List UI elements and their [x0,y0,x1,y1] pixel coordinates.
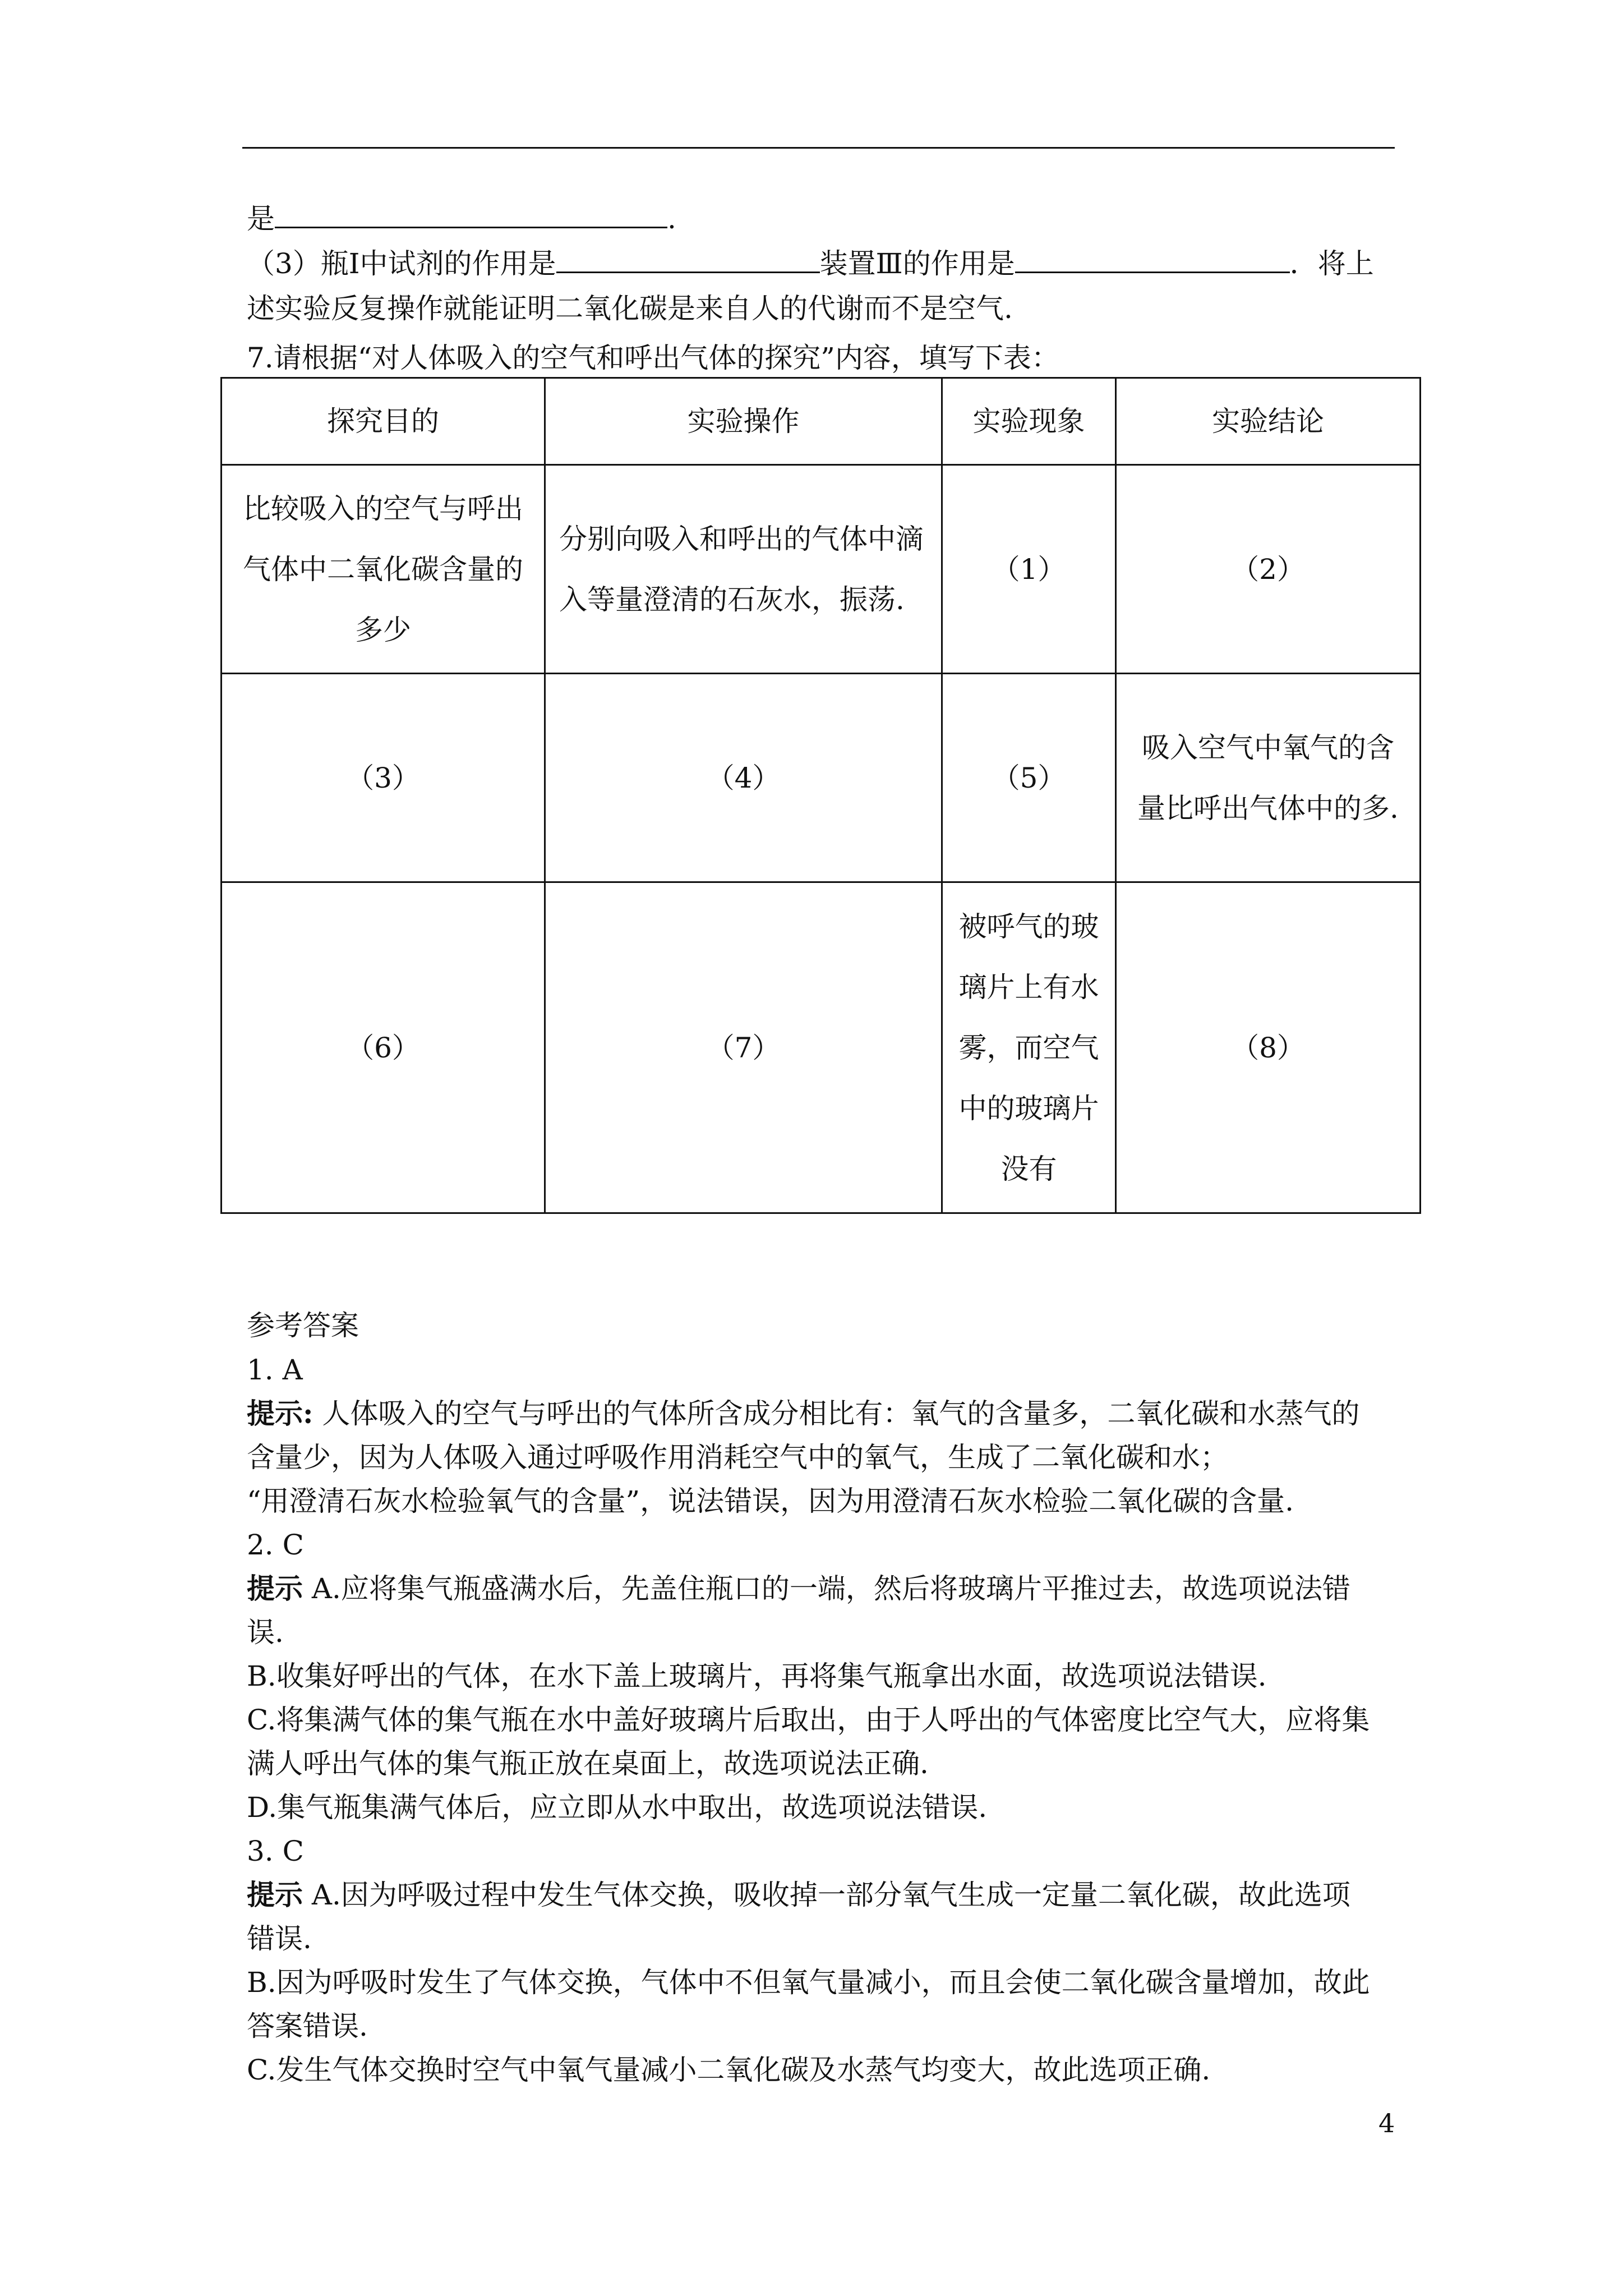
q6-line2-part2: 装置Ⅲ的作用是 [819,247,1015,280]
table-cell: 比较吸入的空气与呼出气体中二氧化碳含量的多少 [222,465,545,674]
hint-label: 提示 [247,1878,303,1911]
table-cell: （4） [545,674,942,882]
q6-line-3: 述实验反复操作就能证明二氧化碳是来自人的代谢而不是空气. [247,292,1013,325]
table-cell: （1） [942,465,1116,674]
answer-2-line: C.将集满气体的集气瓶在水中盖好玻璃片后取出，由于人呼出的气体密度比空气大，应将集 [247,1704,1370,1736]
hint-text: A.应将集气瓶盛满水后，先盖住瓶口的一端，然后将玻璃片平推过去，故选项说法错 [303,1572,1350,1605]
answer-3-line: B.因为呼吸时发生了气体交换，气体中不但氧气量减小，而且会使二氧化碳含量增加，故此 [247,1966,1370,1999]
table-cell: 被呼气的玻璃片上有水雾，而空气中的玻璃片没有 [942,882,1116,1213]
answer-3-hint-line [247,1878,1350,1912]
table-header-cell: 实验现象 [942,378,1116,465]
answers-heading: 参考答案 [247,1309,359,1342]
hint-text: 人体吸入的空气与呼出的气体所含成分相比有：氧气的含量多，二氧化碳和水蒸气的 [313,1397,1360,1430]
table-row [222,465,1421,674]
answer-blank[interactable] [556,247,820,273]
answer-3: 3. C [247,1835,304,1867]
table-header-cell: 实验操作 [545,378,942,465]
answer-2-hint-line [247,1572,1350,1605]
q6-line1-suffix: . [667,203,676,235]
hint-label: 提示 [247,1572,303,1605]
q6-line-1 [247,202,676,236]
answer-3-line: 答案错误. [247,2010,368,2042]
answer-2-line: B.收集好呼出的气体，在水下盖上玻璃片，再将集气瓶拿出水面，故选项说法错误. [247,1660,1267,1692]
answer-1-hint-line [247,1397,1359,1430]
hint-label: 提示: [247,1397,313,1430]
answer-2-line: 满人呼出气体的集气瓶正放在桌面上，故选项说法正确. [247,1747,929,1780]
answer-1: 1. A [247,1354,303,1386]
answer-2-line: D.集气瓶集满气体后，应立即从水中取出，故选项说法错误. [247,1791,988,1824]
table-cell: （8） [1116,882,1421,1213]
q6-line2-part3: ．将上 [1289,247,1374,280]
q7-table [220,377,1421,1214]
answer-blank[interactable] [275,202,667,228]
table-cell: 吸入空气中氧气的含量比呼出气体中的多. [1116,674,1421,882]
answer-3-line: C.发生气体交换时空气中氧气量减小二氧化碳及水蒸气均变大，故此选项正确. [247,2054,1211,2086]
hint-text: A.因为呼吸过程中发生气体交换，吸收掉一部分氧气生成一定量二氧化碳，故此选项 [303,1879,1350,1911]
answer-2: 2. C [247,1529,304,1561]
q6-line2-part1: （3）瓶Ⅰ中试剂的作用是 [247,247,556,280]
table-cell: 分别向吸入和呼出的气体中滴入等量澄清的石灰水，振荡. [545,465,942,674]
table-cell: （3） [222,674,545,882]
answer-blank[interactable] [1015,247,1290,273]
table-header-cell: 实验结论 [1116,378,1421,465]
table-cell: （2） [1116,465,1421,674]
table-cell: （6） [222,882,545,1213]
q6-line1-prefix: 是 [247,203,275,235]
header-rule [242,147,1395,149]
answer-1-hint-line: 含量少，因为人体吸入通过呼吸作用消耗空气中的氧气，生成了二氧化碳和水； [247,1441,1228,1474]
table-cell: （7） [545,882,942,1213]
table-row [222,674,1421,882]
q6-line-2 [247,247,1374,280]
table-header-row [222,378,1421,465]
table-cell: （5） [942,674,1116,882]
page-number: 4 [1378,2108,1395,2138]
q7-prompt: 7.请根据“对人体吸入的空气和呼出气体的探究”内容，填写下表： [247,342,1059,374]
answer-3-line: 错误. [247,1922,312,1955]
answer-2-line: 误. [247,1616,284,1649]
answer-1-hint-line: “用澄清石灰水检验氧气的含量”，说法错误，因为用澄清石灰水检验二氧化碳的含量. [247,1485,1294,1517]
table-row [222,882,1421,1213]
table-header-cell: 探究目的 [222,378,545,465]
